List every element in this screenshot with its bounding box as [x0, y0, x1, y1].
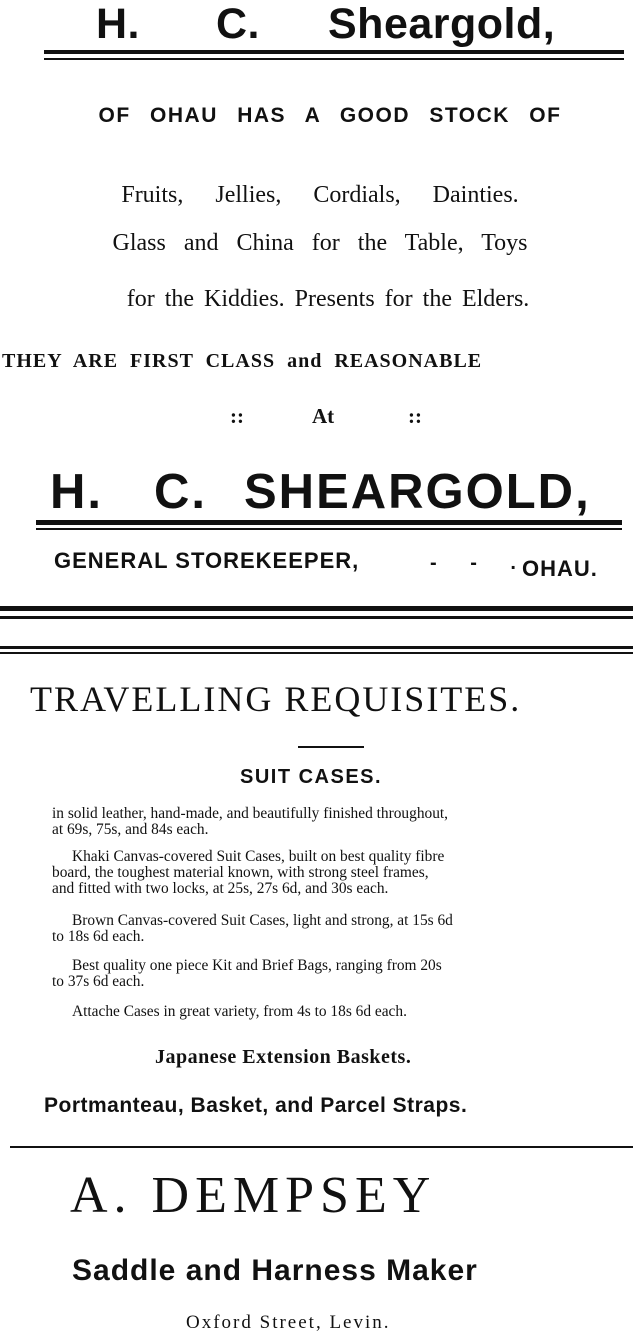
paragraph-line: Brown Canvas-covered Suit Cases, light and strong, at 15s 6d — [72, 912, 453, 929]
section-divider — [0, 616, 633, 619]
shop-name-initial-c: C. — [154, 465, 207, 519]
ad1-title-surname: Sheargold, — [328, 0, 556, 48]
straps-line: Portmanteau, Basket, and Parcel Straps. — [44, 1094, 468, 1117]
ad1-title-initial-h: H. — [96, 0, 140, 48]
location-label: OHAU. — [522, 556, 598, 581]
first-class-line: THEY ARE FIRST CLASS and REASONABLE — [2, 350, 483, 372]
shop-name-surname: SHEARGOLD, — [244, 465, 591, 519]
section-divider — [0, 652, 633, 654]
section-divider — [0, 606, 633, 611]
paragraph-line: Khaki Canvas-covered Suit Cases, built on best quality fibre — [72, 848, 445, 865]
paragraph-line: and fitted with two locks, at 25s, 27s 6d, and 30s each. — [52, 880, 389, 897]
section-divider — [0, 646, 633, 649]
baskets-line: Japanese Extension Baskets. — [155, 1046, 412, 1068]
section-divider — [10, 1146, 633, 1148]
paragraph-line: to 37s 6d each. — [52, 973, 145, 990]
shop-name — [0, 464, 633, 524]
shop-name-underline-thin — [36, 528, 622, 530]
at-ornament-right: :: — [408, 404, 422, 428]
short-rule — [298, 746, 364, 748]
separator-dashes: - - . — [430, 552, 530, 574]
trade-line: Saddle and Harness Maker — [72, 1254, 478, 1287]
shop-name-underline — [36, 520, 622, 525]
ad1-title — [0, 0, 633, 46]
travelling-title: TRAVELLING REQUISITES. — [30, 679, 522, 719]
address-line: Oxford Street, Levin. — [186, 1312, 391, 1333]
title-underline-thin — [44, 58, 624, 60]
goods-line: Fruits, Jellies, Cordials, Dainties. — [121, 182, 519, 208]
at-ornament-left: :: — [230, 404, 244, 428]
at-word: At — [312, 404, 335, 428]
title-underline — [44, 50, 624, 54]
paragraph-line: to 18s 6d each. — [52, 928, 145, 945]
paragraph-line: at 69s, 75s, and 84s each. — [52, 821, 209, 838]
suit-cases-heading: SUIT CASES. — [240, 766, 383, 788]
paragraph-line: board, the toughest material known, with strong steel frames, — [52, 864, 429, 881]
ad1-title-initial-c: C. — [216, 0, 260, 48]
shop-name-initial-h: H. — [50, 465, 103, 519]
dempsey-name: A. DEMPSEY — [70, 1167, 437, 1224]
paragraph-line: Attache Cases in great variety, from 4s to 18s 6d each. — [72, 1003, 407, 1020]
paragraph-line: in solid leather, hand-made, and beautifully finished throughout, — [52, 805, 449, 822]
stock-line: OF OHAU HAS A GOOD STOCK OF — [98, 104, 562, 127]
goods-line: for the Kiddies. Presents for the Elders. — [126, 286, 530, 312]
goods-line: Glass and China for the Table, Toys — [112, 230, 528, 256]
storekeeper-label: GENERAL STOREKEEPER, — [54, 548, 360, 573]
at-line — [0, 404, 633, 434]
paragraph-line: Best quality one piece Kit and Brief Bags, ranging from 20s — [72, 957, 442, 974]
